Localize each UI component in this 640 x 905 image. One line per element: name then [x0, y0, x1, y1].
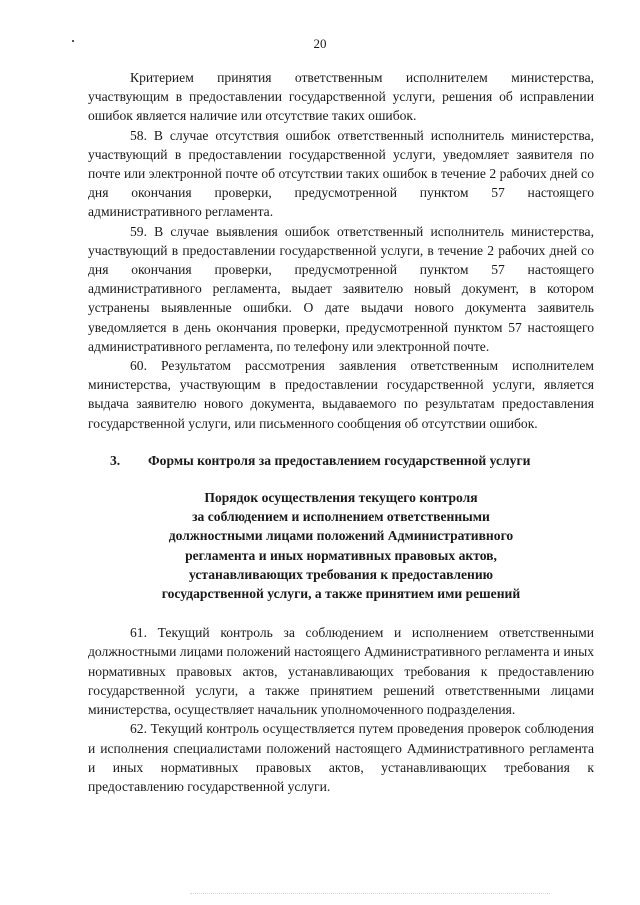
page-number: 20: [313, 36, 327, 51]
section-number: 3.: [110, 452, 121, 468]
paragraph-criterion: Критерием принятия ответственным исполнителем министерства, участвующим в предоставлении государственной услуги, решения об исправлении ошибок является наличие или отсутствие таких ошибок.: [88, 70, 594, 124]
section-title: Формы контроля за предоставлением государственной услуги: [148, 452, 531, 468]
paragraph-62: 62. Текущий контроль осуществляется путем проведения проверок соблюдения и исполнения специалистами положений настоящего Административного регламента и иных нормативных правовых актов, устанавливающих требования к предоставлению государственной услуги.: [88, 721, 594, 794]
subsection-line: Порядок осуществления текущего контроля: [204, 490, 478, 506]
section-heading: [88, 451, 594, 470]
subsection-line: государственной услуги, а также принятием ими решений: [161, 586, 521, 602]
subsection-heading: [88, 488, 594, 603]
subsection-line: устанавливающих требования к предоставлению: [188, 566, 494, 582]
paragraph-61: 61. Текущий контроль за соблюдением и исполнением ответственными должностными лицами положений настоящего Административного регламента и иных нормативных правовых актов, устанавливающих требования к предоставлению государственной услуги, а также принятием решений ответственными лицами министерства, осуществляет начальник уполномоченного подразделения.: [88, 625, 594, 718]
paragraph-60: 60. Результатом рассмотрения заявления ответственным исполнителем министерства, участвующим в предоставлении государственной услуги, является выдача заявителю нового документа, выдаваемого по результатам предоставления государственной услуги, или письменного сообщения об отсутствии ошибок.: [88, 358, 594, 431]
subsection-line: должностными лицами положений Административного: [168, 528, 514, 544]
scan-bottom-artifact: [190, 893, 550, 896]
subsection-line: за соблюдением и исполнением ответственными: [192, 509, 490, 525]
document-body: [88, 68, 594, 796]
subsection-line: регламента и иных нормативных правовых актов,: [185, 547, 497, 563]
paragraph-58: 58. В случае отсутствия ошибок ответственный исполнитель министерства, участвующий в предоставлении государственной услуги, уведомляет заявителя по почте или электронной почте об отсутствии таких ошибок в течение 2 рабочих дней со дня окончания проверки, предусмотренной пунктом 57 настоящего административного регламента.: [88, 127, 594, 220]
paragraph-59: 59. В случае выявления ошибок ответственный исполнитель министерства, участвующий в предоставлении государственной услуги, в течение 2 рабочих дней со дня окончания проверки, предусмотренной пунктом 57 настоящего административного регламента, выдает заявителю новый документ, в котором устранены выявленные ошибки. О дате выдачи нового документа заявитель уведомляется в день окончания проверки, предусмотренной пунктом 57 настоящего административного регламента, по телефону или электронной почте.: [88, 223, 594, 354]
